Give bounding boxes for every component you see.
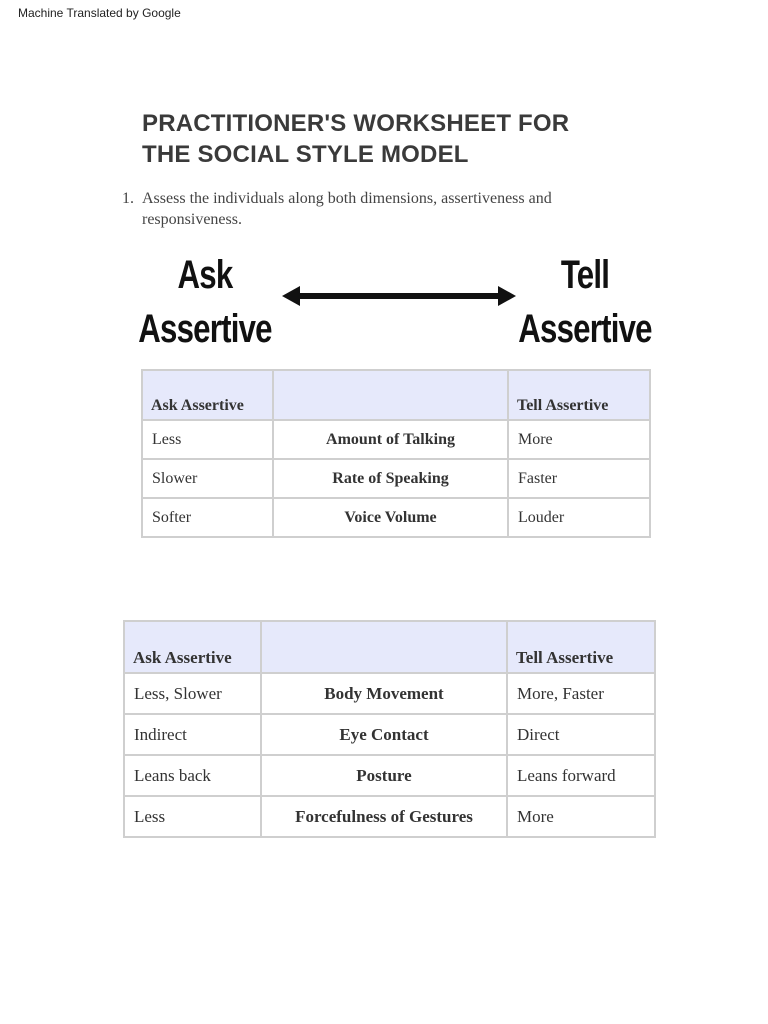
- header-ask-assertive: Ask Assertive: [124, 621, 261, 673]
- tell-cell: More: [507, 796, 655, 837]
- tell-cell: More, Faster: [507, 673, 655, 714]
- table-row: [124, 673, 655, 714]
- title-line-1: PRACTITIONER'S WORKSHEET FOR: [142, 110, 570, 137]
- instruction-number: 1.: [122, 190, 134, 207]
- instruction-item: [118, 188, 638, 230]
- instruction-line-1: Assess the individuals along both dimensions, assertiveness and: [142, 190, 552, 207]
- header-ask-assertive: Ask Assertive: [142, 370, 273, 420]
- title-line-2: THE SOCIAL STYLE MODEL: [142, 141, 469, 168]
- tell-cell: Direct: [507, 714, 655, 755]
- instruction-line-2: responsiveness.: [142, 211, 242, 228]
- ask-cell: Less: [124, 796, 261, 837]
- behavior-cell: Posture: [261, 755, 507, 796]
- ask-assertive-label: [131, 248, 279, 356]
- table-row: [124, 714, 655, 755]
- ask-cell: Softer: [142, 498, 273, 537]
- table-row: [124, 755, 655, 796]
- tell-cell: More: [508, 420, 650, 459]
- header-tell-assertive: Tell Assertive: [508, 370, 650, 420]
- behavior-cell: Amount of Talking: [273, 420, 508, 459]
- behavior-cell: Forcefulness of Gestures: [261, 796, 507, 837]
- behavior-cell: Body Movement: [261, 673, 507, 714]
- page-title: [142, 108, 662, 170]
- ask-cell: Indirect: [124, 714, 261, 755]
- tell-cell: Faster: [508, 459, 650, 498]
- behavior-cell: Rate of Speaking: [273, 459, 508, 498]
- tell-cell: Leans forward: [507, 755, 655, 796]
- header-blank: [273, 370, 508, 420]
- ask-cell: Leans back: [124, 755, 261, 796]
- ask-cell: Less: [142, 420, 273, 459]
- table-row: [124, 796, 655, 837]
- ask-cell: Slower: [142, 459, 273, 498]
- table-row: [142, 420, 650, 459]
- ask-label-line-1: Ask: [177, 253, 233, 297]
- header-blank: [261, 621, 507, 673]
- tell-label-line-2: Assertive: [518, 307, 652, 351]
- table-row: [142, 459, 650, 498]
- table-header-row: [142, 370, 650, 420]
- table-row: [142, 498, 650, 537]
- behavior-cell: Voice Volume: [273, 498, 508, 537]
- tell-label-line-1: Tell: [560, 253, 610, 297]
- behavior-cell: Eye Contact: [261, 714, 507, 755]
- header-tell-assertive: Tell Assertive: [507, 621, 655, 673]
- ask-label-line-2: Assertive: [138, 307, 272, 351]
- vocal-cues-table: [141, 369, 651, 538]
- body-cues-table: [123, 620, 656, 838]
- instruction-list: [118, 188, 638, 230]
- tell-assertive-label: [511, 248, 659, 356]
- table-header-row: [124, 621, 655, 673]
- ask-cell: Less, Slower: [124, 673, 261, 714]
- translation-note: Machine Translated by Google: [18, 6, 181, 20]
- double-headed-arrow-icon: [282, 284, 516, 308]
- tell-cell: Louder: [508, 498, 650, 537]
